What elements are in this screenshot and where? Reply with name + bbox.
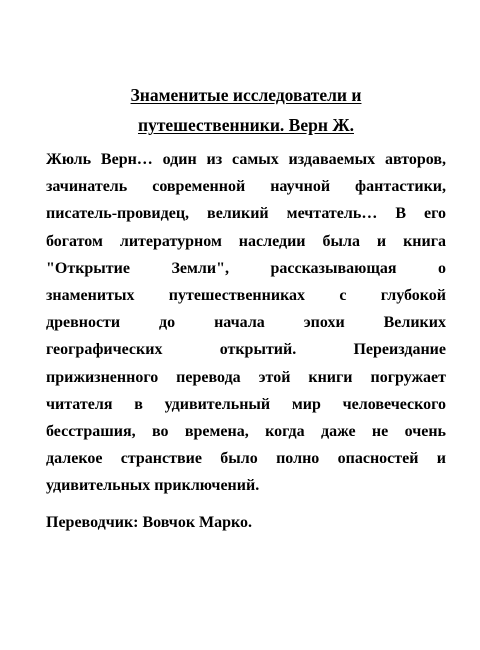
- description-line: читателя в удивительный мир человеческого: [46, 395, 446, 413]
- description-line: бесстрашия, во времена, когда даже не очень: [46, 423, 446, 441]
- description-line: далекое странствие было полно опасностей и: [46, 450, 446, 468]
- book-description-page: [46, 80, 446, 536]
- translator-credit: Переводчик: Вовчок Марко.: [46, 513, 253, 531]
- description-line: богатом литературном наследии была и книга: [46, 232, 446, 250]
- book-title-line-1: Знаменитые исследователи и: [130, 85, 362, 105]
- description-line: "Открытие Земли", рассказывающая о: [46, 259, 446, 277]
- description-line: древности до начала эпохи Великих: [46, 314, 446, 332]
- description-line: удивительных приключений.: [46, 477, 260, 495]
- description-line: Жюль Верн… один из самых издаваемых авторов,: [46, 151, 446, 168]
- description-line: прижизненного перевода этой книги погружает: [46, 368, 446, 386]
- book-title: [46, 80, 446, 140]
- book-description: [46, 146, 446, 500]
- description-line: писатель-провидец, великий мечтатель… В его: [46, 205, 446, 223]
- description-line: знаменитых путешественниках с глубокой: [46, 287, 446, 305]
- book-title-line-2: путешественники. Верн Ж.: [137, 115, 354, 135]
- description-line: зачинатель современной научной фантастики,: [46, 178, 446, 196]
- description-line: географических открытий. Переиздание: [46, 341, 446, 359]
